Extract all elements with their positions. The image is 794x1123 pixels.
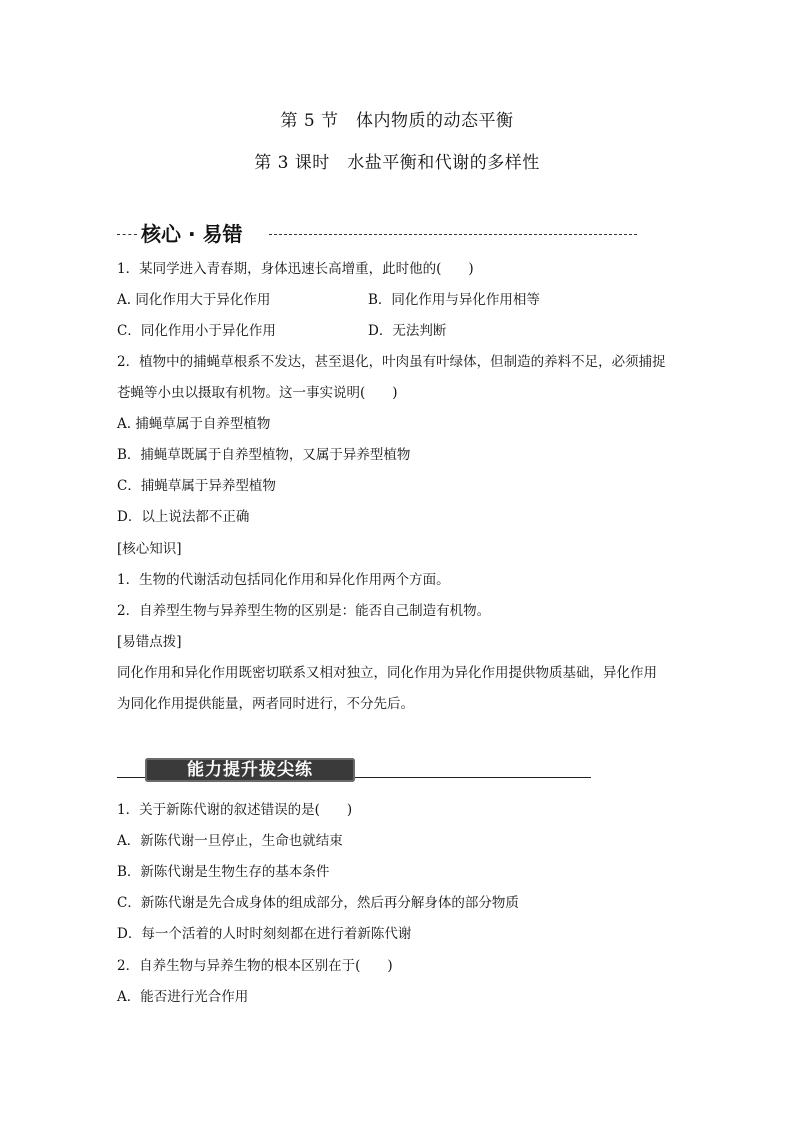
question-2-stem-line1: 2．植物中的捕蝇草根系不发达，甚至退化，叶肉虽有叶绿体，但制造的养料不足，必须捕捉 bbox=[117, 354, 666, 370]
error-tips-line1: 同化作用和异化作用既密切联系又相对独立，同化作用为异化作用提供物质基础，异化作用 bbox=[117, 665, 657, 681]
section-core-errors-header bbox=[117, 220, 637, 248]
advanced-question-1-option-d: D．每一个活着的人时时刻刻都在进行着新陈代谢 bbox=[117, 926, 412, 942]
question-2-option-a: A. 捕蝇草属于自养型植物 bbox=[117, 416, 271, 432]
question-1-option-b: B．同化作用与异化作用相等 bbox=[368, 292, 540, 308]
question-2-option-d: D．以上说法都不正确 bbox=[117, 509, 250, 525]
knowledge-label: [核心知识] bbox=[117, 541, 182, 557]
lesson-subtitle: 第 3 课时 水盐平衡和代谢的多样性 bbox=[254, 153, 540, 173]
question-1-option-c: C．同化作用小于异化作用 bbox=[117, 323, 276, 339]
knowledge-point-1: 1．生物的代谢活动包括同化作用和异化作用两个方面。 bbox=[117, 572, 450, 588]
advanced-question-1-stem: 1．关于新陈代谢的叙述错误的是( ) bbox=[117, 802, 353, 818]
advanced-question-1-option-a: A．新陈代谢一旦停止，生命也就结束 bbox=[117, 833, 343, 849]
section-heading: 能力提升拔尖练 bbox=[187, 760, 313, 780]
question-1-stem: 1．某同学进入青春期，身体迅速长高增重，此时他的( ) bbox=[117, 261, 474, 277]
section-heading: 核心 · 易错 bbox=[141, 222, 243, 246]
question-2-option-b: B．捕蝇草既属于自养型植物，又属于异养型植物 bbox=[117, 447, 411, 463]
page-title: 第 5 节 体内物质的动态平衡 bbox=[280, 111, 514, 131]
advanced-question-2-stem: 2．自养生物与异养生物的根本区别在于( ) bbox=[117, 958, 393, 974]
question-2-stem-line2: 苍蝇等小虫以摄取有机物。这一事实说明( ) bbox=[117, 385, 398, 401]
error-tips-line2: 为同化作用提供能量，两者同时进行，不分先后。 bbox=[117, 696, 414, 712]
knowledge-point-2: 2．自养型生物与异养型生物的区别是：能否自己制造有机物。 bbox=[117, 603, 491, 619]
advanced-question-2-option-a: A．能否进行光合作用 bbox=[117, 989, 249, 1005]
error-tips-label: [易错点拨] bbox=[117, 634, 182, 650]
section-advanced-header bbox=[117, 758, 591, 784]
question-1-option-d: D．无法判断 bbox=[368, 323, 447, 339]
dashed-leader bbox=[117, 234, 137, 235]
section-ribbon bbox=[145, 758, 355, 782]
advanced-question-1-option-b: B．新陈代谢是生物生存的基本条件 bbox=[117, 864, 330, 880]
question-1-option-a: A. 同化作用大于异化作用 bbox=[117, 292, 271, 308]
dashed-rule bbox=[269, 234, 637, 235]
question-2-option-c: C．捕蝇草属于异养型植物 bbox=[117, 478, 276, 494]
advanced-question-1-option-c: C．新陈代谢是先合成身体的组成部分，然后再分解身体的部分物质 bbox=[117, 895, 519, 911]
